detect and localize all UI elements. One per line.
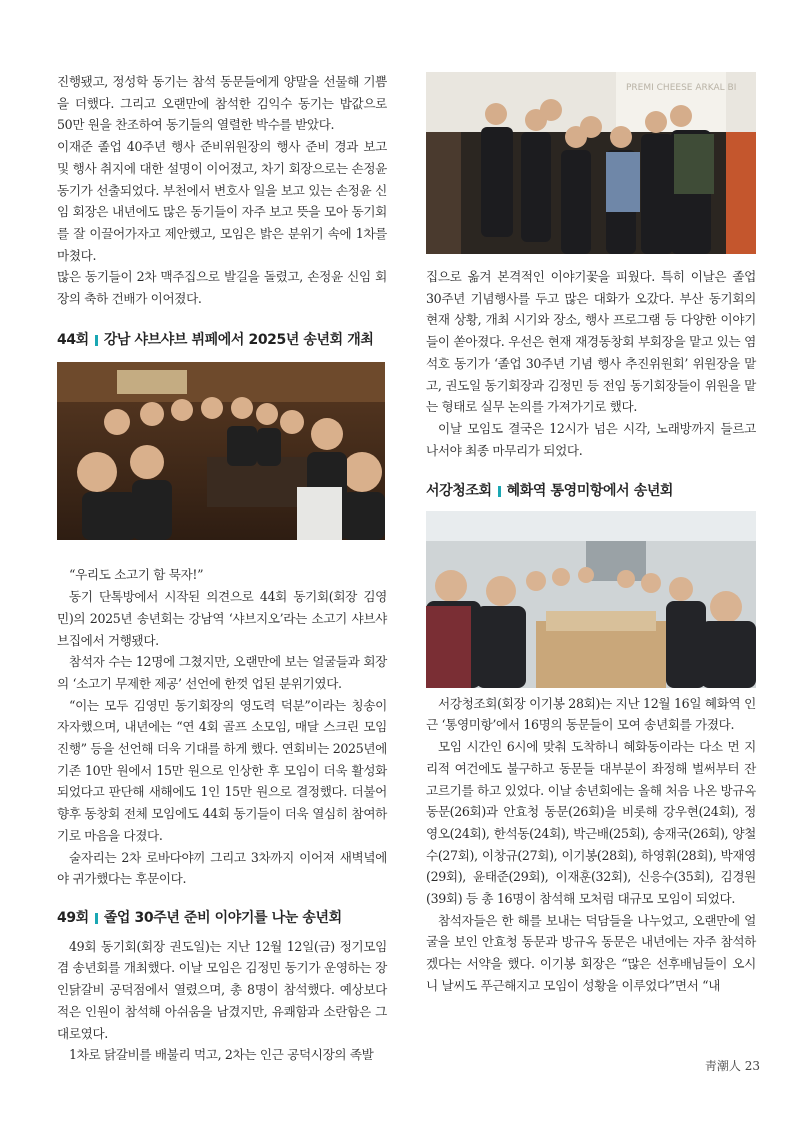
sec44-para-3: 참석자 수는 12명에 그쳤지만, 오랜만에 보는 얼굴들과 회장의 ‘소고기 무제한 제공’ 선언에 한껏 업된 분위기였다. <box>57 654 387 691</box>
section-bar-icon <box>498 486 501 497</box>
left-column <box>57 71 387 1066</box>
shop-sign-text: PREMI CHEESE ARKAL BI <box>626 83 737 93</box>
cont49-para-2: 이날 모임도 결국은 12시가 넘은 시각, 노래방까지 들르고 나서야 최종 마무리가 되었다. <box>426 420 756 458</box>
seogang-para-1: 서강청조회(회장 이기봉 28회)는 지난 12월 16일 혜화역 인근 ‘통영미항’에서 16명의 동문들이 모여 송년회를 가졌다. <box>426 695 756 733</box>
section-49-title: 졸업 30주년 준비 이야기를 나눈 송년회 <box>103 909 342 926</box>
intro-para-1: 진행됐고, 정성학 동기는 참석 동문들에게 양말을 선물해 기쁨을 더했다. 그리고 오랜만에 참석한 김익수 동기는 밥값으로 50만 원을 찬조하여 동기들의 열렬한 박수를 받았다. <box>57 74 387 133</box>
seogang-para-2: 모임 시간인 6시에 맞춰 도착하니 혜화동이라는 다소 먼 지리적 여건에도 불구하고 동문들 대부분이 좌정해 벌써부터 잔 고르기를 하고 있었다. 이날 송년회에는 올해 처음 나온 방규옥 동문(26회)과 안효청 동문(26회)을 비롯해 강우현(24회), 정영오(24회), 한석동(24회), 박근배(25회), 송재국(26회), 양철수(27회), 이창규(27회), 이기봉(28회), 하영휘(28회), 박재영(29회), 윤태준(29회), 이재훈(32회), 신응수(35회), 김경원(39회) 등 총 16명이 참석해 모처럼 대규모 모임이 되었다. <box>426 739 756 907</box>
section-seogang-heading <box>426 481 756 503</box>
section-44-num: 44회 <box>57 331 89 348</box>
sec49-para-1: 49회 동기회(회장 권도일)는 지난 12월 12일(금) 정기모임 겸 송년회를 개최했다. 이날 모임은 김정민 동기가 운영하는 장인닭갈비 공덕점에서 열렸으며, 총 8명이 참석했다. 예상보다 적은 인원이 참석해 아쉬움을 남겼지만, 유쾌함과 소란함은 그대로였다. <box>57 938 387 1041</box>
section-bar-icon <box>95 913 98 924</box>
section-seogang-title: 혜화역 통영미항에서 송년회 <box>506 483 674 499</box>
photo-seogang-group <box>426 511 756 688</box>
photo-49-image <box>426 72 756 254</box>
section-49-heading <box>57 908 387 930</box>
sec44-para-1: “우리도 소고기 함 묵자!” <box>69 567 204 583</box>
sec44-para-5: 술자리는 2차 로바다야끼 그리고 3차까지 이어져 새벽녘에야 귀가했다는 후문이다. <box>57 849 387 887</box>
section-bar-icon <box>95 335 98 346</box>
section-44-heading <box>57 330 387 352</box>
photo-seogang-image <box>426 511 756 688</box>
cont49-para-1: 집으로 옮겨 본격적인 이야기꽃을 피웠다. 특히 이날은 졸업 30주년 기념행사를 두고 많은 대화가 오갔다. 부산 동기회의 현재 상황, 개최 시기와 장소, 행사 프로그램 등 다양한 이야기들이 쏟아졌다. 우선은 현재 재경동창회 부회장을 맡고 있는 염석호 동기가 ‘졸업 30주년 기념 행사 추진위원회’ 위원장을 맡고, 권도일 동기회장과 김정민 등 전임 동기회장들이 위원을 맡는 형태로 실무 논의를 가져가기로 했다. <box>426 269 756 415</box>
intro-para-3: 많은 동기들이 2차 맥주집으로 발길을 돌렸고, 손정윤 신임 회장의 축하 건배가 이어졌다. <box>57 269 387 307</box>
photo-44-group <box>57 362 385 540</box>
intro-para-2: 이재준 졸업 40주년 행사 준비위원장의 행사 준비 경과 보고 및 행사 취지에 대한 설명이 이어졌고, 차기 회장으로는 손정윤 동기가 선출되었다. 부천에서 변호사 일을 보고 있는 손정윤 신임 회장은 내년에도 많은 동기들이 자주 보고 뜻을 모아 동기회를 잘 이끌어가자고 제안했고, 모임은 밝은 분위기 속에 1차를 마쳤다. <box>57 139 387 263</box>
section-44-title: 강남 샤브샤브 뷔페에서 2025년 송년회 개최 <box>103 331 374 348</box>
right-column-top <box>426 266 756 461</box>
page-footer: 靑潮人 23 <box>704 1059 760 1073</box>
seogang-para-3: 참석자들은 한 해를 보내는 덕담들을 나누었고, 오랜만에 얼굴을 보인 안효청 동문과 방규옥 동문은 내년에는 자주 참석하겠다는 서약을 했다. 이기봉 회장은 “많은 선후배님들이 오시니 날씨도 푸근해지고 모임이 성황을 이루었다”면서 “내 <box>426 912 756 993</box>
sec44-para-4: “이는 모두 김영민 동기회장의 영도력 덕분”이라는 칭송이 자자했으며, 내년에는 “연 4회 골프 소모임, 매달 스크린 모임 진행” 등을 선언해 더욱 기대를 하게 했다. 연회비는 2025년에 기존 10만 원에서 15만 원으로 인상한 후 모임이 더욱 활성화되었다고 판단해 새해에도 1인 15만 원으로 결정했다. 더불어 향후 동창회 전체 모임에도 44회 동기들이 더욱 열심히 참여하기로 마음을 다졌다. <box>57 697 387 843</box>
section-49-num: 49회 <box>57 909 89 926</box>
photo-49-group <box>426 72 756 254</box>
photo-44-image <box>57 362 385 540</box>
sec49-para-2: 1차로 닭갈비를 배불리 먹고, 2차는 인근 공덕시장의 족발 <box>69 1047 374 1063</box>
section-seogang-num: 서강청조회 <box>426 483 492 499</box>
sec44-para-2: 동기 단톡방에서 시작된 의견으로 44회 동기회(회장 김영민)의 2025년 송년회는 강남역 ‘샤브지오’라는 소고기 샤브샤브집에서 거행됐다. <box>57 589 387 648</box>
